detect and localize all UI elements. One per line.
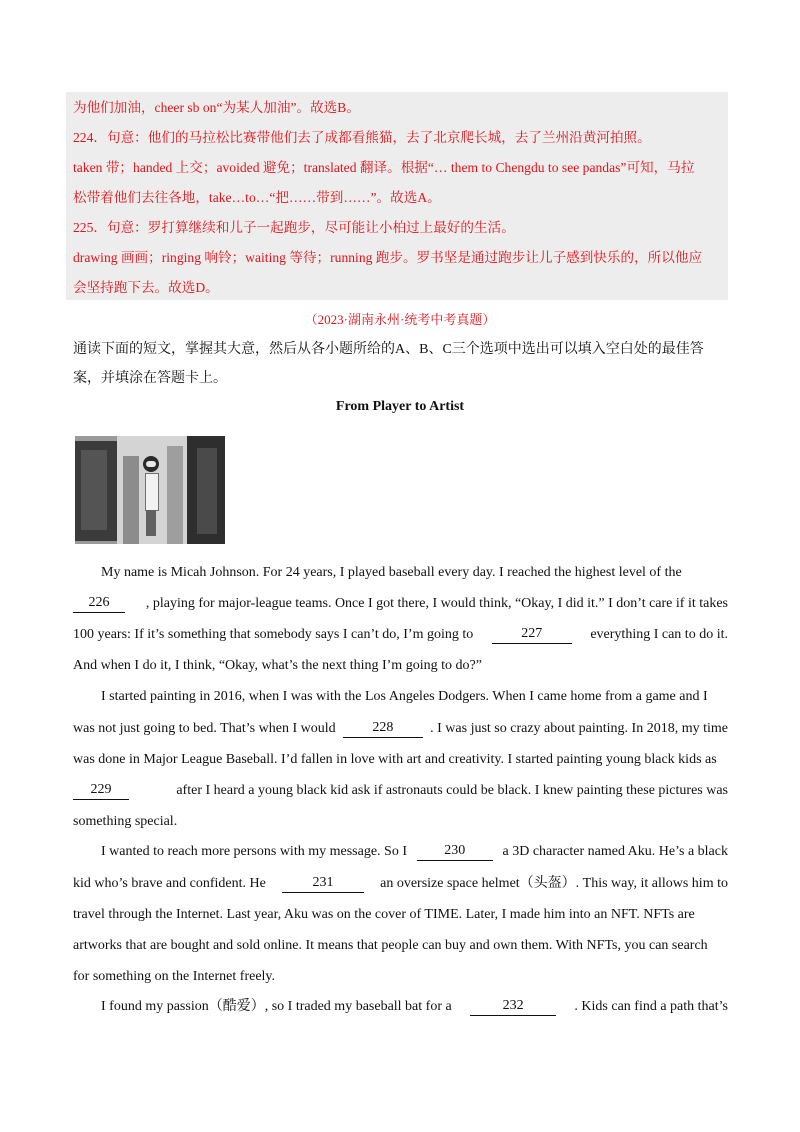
passage-line (73, 875, 728, 893)
passage-text: . Kids can find a path that’s (574, 999, 728, 1014)
passage-text: kid who’s brave and confident. He (73, 876, 266, 891)
passage-text: And when I do it, I think, “Okay, what’s the next thing I’m going to do?” (73, 658, 482, 673)
passage-line (101, 998, 728, 1016)
instructions-line: 通读下面的短文，掌握其大意，然后从各小题所给的A、B、C三个选项中选出可以填入空白处的最佳答 (73, 342, 704, 357)
instructions-line: 案，并填涂在答题卡上。 (73, 371, 227, 386)
blank-232[interactable]: 232 (470, 998, 556, 1016)
blank-230[interactable]: 230 (417, 843, 493, 861)
passage-text: everything I can to do it. (590, 627, 728, 642)
passage-text: an oversize space helmet（头盔）. This way, it allows him to (380, 876, 728, 891)
passage-text: , playing for major-league teams. Once I got there, I would think, “Okay, I did it.” I don’t care if it takes (145, 596, 728, 611)
passage-text: after I heard a young black kid ask if astronauts could be black. I knew painting these pictures was (176, 783, 728, 798)
blank-226[interactable]: 226 (73, 595, 125, 613)
passage-text: . I was just so crazy about painting. In 2018, my time (430, 721, 728, 736)
passage-text: was done in Major League Baseball. I’d fallen in love with art and creativity. I started painting young black kids as (73, 752, 717, 767)
answer-line: 225．句意：罗打算继续和儿子一起跑步，尽可能让小柏过上最好的生活。 (73, 220, 515, 235)
passage-text: I wanted to reach more persons with my message. So I (101, 844, 407, 859)
exam-source: （2023·湖南永州·统考中考真题） (304, 312, 496, 327)
passage-text: was not just going to bed. That’s when I would (73, 721, 336, 736)
answer-line: 会坚持跑下去。故选D。 (73, 280, 219, 295)
passage-line (73, 937, 728, 955)
passage-text: My name is Micah Johnson. For 24 years, I played baseball every day. I reached the highest level of the (101, 565, 682, 580)
passage-title: From Player to Artist (335, 399, 465, 414)
passage-text: I found my passion（酷爱）, so I traded my baseball bat for a (101, 999, 452, 1014)
passage-line (73, 906, 728, 924)
blank-227[interactable]: 227 (492, 626, 572, 644)
passage-line (73, 626, 728, 644)
passage-text: something special. (73, 814, 178, 829)
blank-228[interactable]: 228 (343, 720, 423, 738)
passage-line (73, 657, 728, 675)
answer-line: taken 带；handed 上交；avoided 避免；translated 翻译。根据“… them to Chengdu to see pandas”可知，马拉 (73, 160, 695, 175)
passage-text: artworks that are bought and sold online. It means that people can buy and own them. With NFTs, you can search (73, 938, 708, 953)
answer-line: 为他们加油，cheer sb on“为某人加油”。故选B。 (73, 100, 360, 115)
passage-text: a 3D character named Aku. He’s a black (502, 844, 728, 859)
answer-line: 松带着他们去往各地，take…to…“把……带到……”。故选A。 (73, 190, 441, 205)
answer-line: 224．句意：他们的马拉松比赛带他们去了成都看熊猫，去了北京爬长城，去了兰州沿黄河拍照。 (73, 130, 651, 145)
passage-line (73, 782, 728, 800)
passage-line (73, 720, 728, 738)
passage-line (73, 813, 728, 831)
article-photo (75, 436, 225, 544)
passage-line (73, 595, 728, 613)
blank-231[interactable]: 231 (282, 875, 364, 893)
passage-line (101, 564, 728, 582)
answer-line: drawing 画画；ringing 响铃；waiting 等待；running 跑步。罗书坚是通过跑步让儿子感到快乐的，所以他应 (73, 250, 703, 265)
passage-line (73, 751, 728, 769)
passage-text: I started painting in 2016, when I was with the Los Angeles Dodgers. When I came home from a game and I (101, 689, 708, 704)
passage-line (73, 968, 728, 986)
passage-text: 100 years: If it’s something that somebody says I can’t do, I’m going to (73, 627, 474, 642)
passage-line (101, 843, 728, 861)
passage-text: travel through the Internet. Last year, Aku was on the cover of TIME. Later, I made him into an NFT. NFTs are (73, 907, 695, 922)
passage-line (101, 688, 728, 706)
passage-text: for something on the Internet freely. (73, 969, 276, 984)
blank-229[interactable]: 229 (73, 782, 129, 800)
